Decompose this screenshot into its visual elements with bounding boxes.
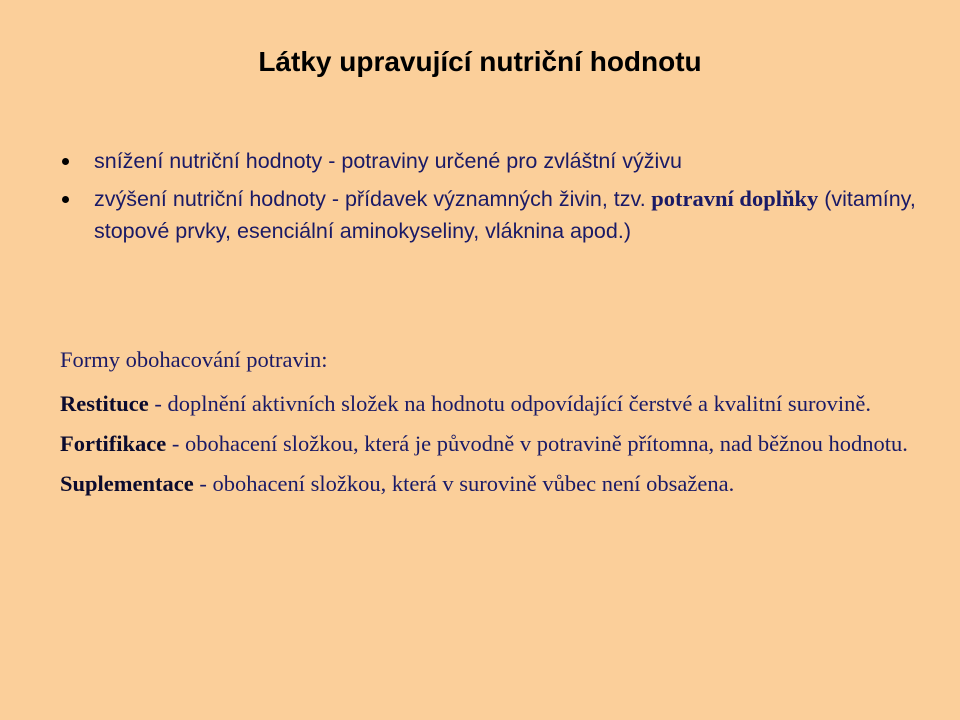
bullet-term: potravní doplňky	[651, 186, 819, 211]
bullet-dot-icon	[62, 158, 69, 165]
definition-suplementace	[60, 468, 930, 500]
bullet-item	[62, 183, 922, 247]
definition-restituce	[60, 388, 930, 420]
slide-title: Látky upravující nutriční hodnotu	[258, 46, 702, 77]
bullet-text: zvýšení nutriční hodnoty - přídavek významných živin, tzv.	[94, 187, 646, 211]
fortification-forms	[60, 344, 930, 508]
definition-text: - obohacení složkou, která v surovině vůbec není obsažena.	[193, 471, 735, 496]
bullet-list	[62, 145, 922, 253]
definition-term: Restituce	[60, 391, 149, 416]
bullet-text: snížení nutriční hodnoty - potraviny určené pro zvláštní výživu	[94, 149, 682, 173]
bullet-dot-icon	[62, 196, 69, 203]
definition-text: - doplnění aktivních složek na hodnotu odpovídající čerstvé a kvalitní surovině.	[148, 391, 872, 416]
bullet-detail: (vitamíny, stopové prvky, esenciální aminokyseliny, vláknina apod.)	[94, 187, 916, 243]
forms-heading: Formy obohacování potravin:	[60, 347, 328, 372]
definition-fortifikace	[60, 428, 930, 460]
definition-text: - obohacení složkou, která je původně v potravině přítomna, nad běžnou hodnotu.	[166, 431, 908, 456]
definition-term: Suplementace	[60, 471, 194, 496]
definition-term: Fortifikace	[60, 431, 167, 456]
bullet-item	[62, 145, 922, 177]
